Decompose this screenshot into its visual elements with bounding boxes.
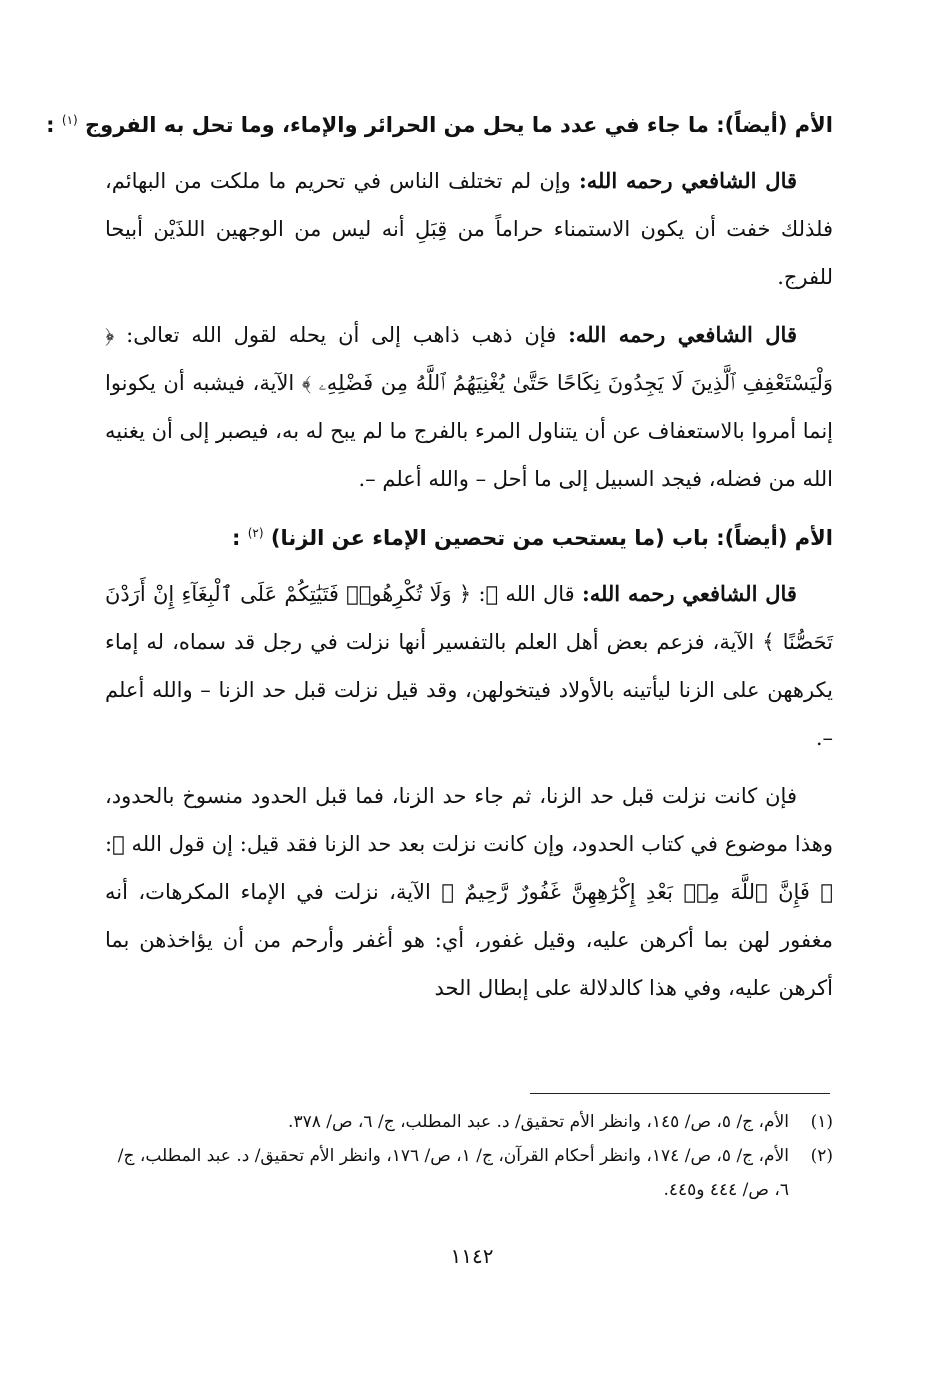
heading-1-colon: : [46,113,55,137]
paragraph-3 [105,570,833,762]
footnotes [105,1105,833,1207]
paragraph-4-text-a: فإن كانت نزلت قبل حد الزنا، ثم جاء حد الزنا، فما قبل الحدود منسوخ بالحدود، وهذا موضوع في كتاب الحدود، وإن كانت نزلت بعد حد الزنا فقد قيل: إن قول الله ﷻ: [105,784,833,856]
paragraph-2-text-b: الآية، فيشبه أن يكونوا إنما أمروا بالاستعفاف عن أن يتناول المرء بالفرج ما لم يبح له به، فيصبر إلى أن يغنيه الله من فضله، فيجد السبيل إلى ما أحل – والله أعلم –. [105,371,833,491]
paragraph-4-text-b: الآية، نزلت في الإماء المكرهات، أنه مغفور لهن بما أكرهن عليه، وقيل غفور، أي: هو أغفر وأرحم من أن يؤاخذهن بما أكرهن عليه، وفي هذا كالدلالة على إبطال الحد [105,880,833,1000]
footnote-number: (٢) [810,1146,833,1166]
paragraph-4 [105,772,833,1012]
footnote-ref-1[interactable]: (١) [61,113,78,127]
heading-2-text: الأم (أيضاً): باب (ما يستحب من تحصين الإماء عن الزنا) [270,526,833,550]
quran-verse: ﴿ فَإِنَّ ٱللَّهَ مِنۢ بَعْدِ إِكْرَٰهِهِنَّ غَفُورٌ رَّحِيمٌ ﴾ [441,880,833,904]
section-heading-2 [105,513,833,558]
footnote-text: الأم، ج/ ٥، ص/ ١٤٥، وانظر الأم تحقيق/ د. عبد المطلب، ج/ ٦، ص/ ٣٧٨. [288,1112,789,1132]
paragraph-2 [105,311,833,503]
footnote-1 [105,1105,833,1139]
footnote-ref-2[interactable]: (٢) [247,526,264,540]
section-heading-1 [46,100,833,145]
paragraph-3-text-a: قال الله ﷻ: [471,582,582,606]
footnote-divider [530,1093,830,1094]
page-body [46,100,833,1022]
footnote-number: (١) [810,1112,833,1132]
heading-1-text: الأم (أيضاً): ما جاء في عدد ما يحل من الحرائر والإماء، وما تحل به الفروج [85,113,833,137]
heading-2-colon: : [232,526,241,550]
speaker-label: قال الشافعي رحمه الله: [568,322,797,347]
speaker-label: قال الشافعي رحمه الله: [581,581,797,606]
quran-verse: ﴿ وَلَا تُكْرِهُوا۟ فَتَيَٰتِكُمْ عَلَى ٱلْبِغَآءِ إِنْ أَرَدْنَ تَحَصُّنًا ﴾ [105,582,833,654]
paragraph-1-text: وإن لم تختلف الناس في تحريم ما ملكت من البهائم، فلذلك خفت أن يكون الاستمناء حراماً من قِبَلِ أنه ليس من الوجهين اللذَيْن أبيحا للفرج. [105,169,833,289]
paragraph-3-text-b: الآية، فزعم بعض أهل العلم بالتفسير أنها نزلت في رجل قد سماه، له إماء يكرههن على الزنا ليأتينه بالأولاد فيتخولهن، وقد قيل نزلت قبل حد الزنا – والله أعلم –. [105,630,833,750]
quran-verse: ﴿ وَلْيَسْتَعْفِفِ ٱلَّذِينَ لَا يَجِدُونَ نِكَاحًا حَتَّىٰ يُغْنِيَهُمُ ٱللَّهُ مِن فَضْلِهِۦ ﴾ [105,323,833,395]
paragraph-2-text-a: فإن ذهب ذاهب إلى أن يحله لقول الله تعالى: [114,323,569,347]
speaker-label: قال الشافعي رحمه الله: [578,168,798,193]
footnote-2 [105,1139,833,1207]
page-number: ١١٤٢ [450,1244,494,1268]
paragraph-1 [105,157,833,301]
footnote-text: الأم، ج/ ٥، ص/ ١٧٤، وانظر أحكام القرآن، ج/ ١، ص/ ١٧٦، وانظر الأم تحقيق/ د. عبد المطلب، ج/ ٦، ص/ ٤٤٤ و٤٤٥. [117,1146,789,1200]
